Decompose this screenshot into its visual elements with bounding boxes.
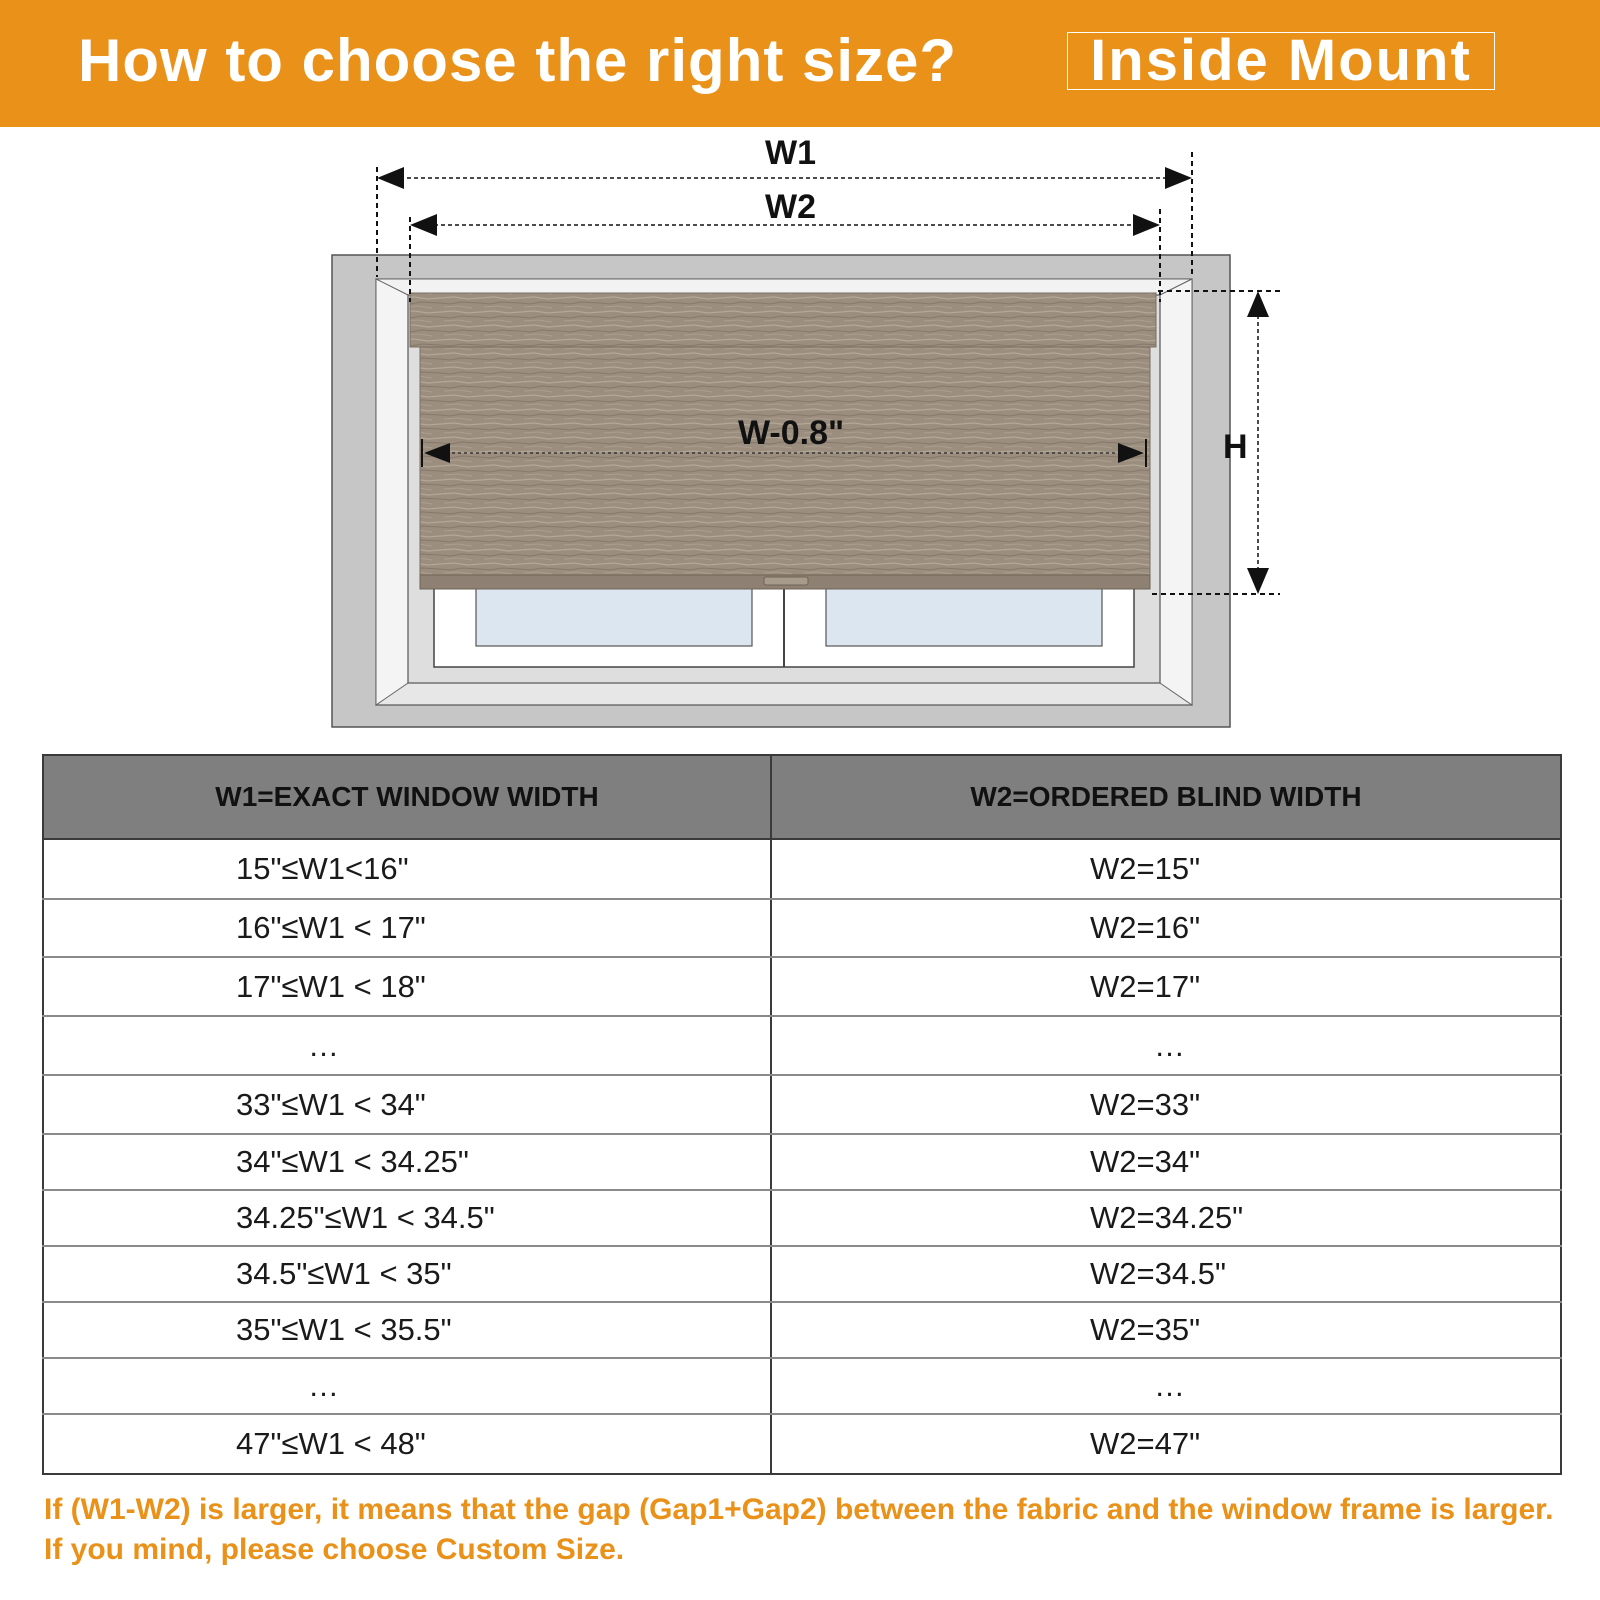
recess-bevel-left	[376, 279, 408, 705]
w2-value-cell: W2=17"	[771, 957, 1561, 1016]
w2-value-cell: W2=34"	[771, 1134, 1561, 1190]
w2-label: W2	[765, 188, 816, 226]
fabric-width-label: W-0.8"	[738, 414, 845, 452]
w1-arrow-right	[1165, 167, 1192, 189]
w1-range-cell: 34.25"≤W1 < 34.5"	[43, 1190, 771, 1246]
window-glass-right	[826, 587, 1102, 646]
blind-cassette	[410, 293, 1156, 347]
w1-range-cell: 35"≤W1 < 35.5"	[43, 1302, 771, 1358]
table-row	[43, 1414, 1561, 1474]
h-arrow-top	[1247, 291, 1269, 317]
w1-range-cell: 15"≤W1<16"	[43, 839, 771, 899]
w2-value-cell: W2=34.25"	[771, 1190, 1561, 1246]
mount-type-label: Inside Mount	[1067, 32, 1495, 90]
column-header-w1: W1=EXACT WINDOW WIDTH	[43, 755, 771, 839]
w1-range-cell: 34.5"≤W1 < 35"	[43, 1246, 771, 1302]
h-arrow-bottom	[1247, 568, 1269, 594]
size-table	[42, 754, 1562, 1475]
w2-arrow-left	[410, 214, 437, 236]
w1-range-cell: 34"≤W1 < 34.25"	[43, 1134, 771, 1190]
w1-range-cell: 16"≤W1 < 17"	[43, 899, 771, 957]
w2-value-cell: …	[771, 1358, 1561, 1414]
recess-bevel-right	[1160, 279, 1192, 705]
height-label: H	[1223, 428, 1248, 466]
w2-arrow-right	[1133, 214, 1160, 236]
w2-value-cell: W2=35"	[771, 1302, 1561, 1358]
header-banner	[0, 0, 1600, 127]
w1-range-cell: …	[43, 1016, 771, 1075]
w2-value-cell: W2=15"	[771, 839, 1561, 899]
w1-range-cell: …	[43, 1358, 771, 1414]
w1-label: W1	[765, 134, 816, 172]
table-row	[43, 1190, 1561, 1246]
w1-arrow-left	[377, 167, 404, 189]
table-row	[43, 1358, 1561, 1414]
w1-range-cell: 33"≤W1 < 34"	[43, 1075, 771, 1134]
w2-value-cell: W2=33"	[771, 1075, 1561, 1134]
column-header-w2: W2=ORDERED BLIND WIDTH	[771, 755, 1561, 839]
blind-fabric	[420, 345, 1150, 587]
table-row	[43, 957, 1561, 1016]
w2-value-cell: W2=47"	[771, 1414, 1561, 1474]
table-row	[43, 1134, 1561, 1190]
page-title: How to choose the right size?	[78, 27, 958, 94]
footer-note: If (W1-W2) is larger, it means that the gap (Gap1+Gap2) between the fabric and the window frame is larger. If you mind, please choose Custom Size.	[44, 1493, 1554, 1566]
w2-value-cell: …	[771, 1016, 1561, 1075]
w1-range-cell: 17"≤W1 < 18"	[43, 957, 771, 1016]
table-row	[43, 1246, 1561, 1302]
table-row	[43, 1075, 1561, 1134]
table-header-row	[43, 755, 1561, 839]
table-row	[43, 839, 1561, 899]
w2-value-cell: W2=34.5"	[771, 1246, 1561, 1302]
w2-value-cell: W2=16"	[771, 899, 1561, 957]
w1-range-cell: 47"≤W1 < 48"	[43, 1414, 771, 1474]
window-glass-left	[476, 587, 752, 646]
blind-pull-handle	[764, 577, 808, 585]
table-row	[43, 1302, 1561, 1358]
table-row	[43, 1016, 1561, 1075]
table-row	[43, 899, 1561, 957]
